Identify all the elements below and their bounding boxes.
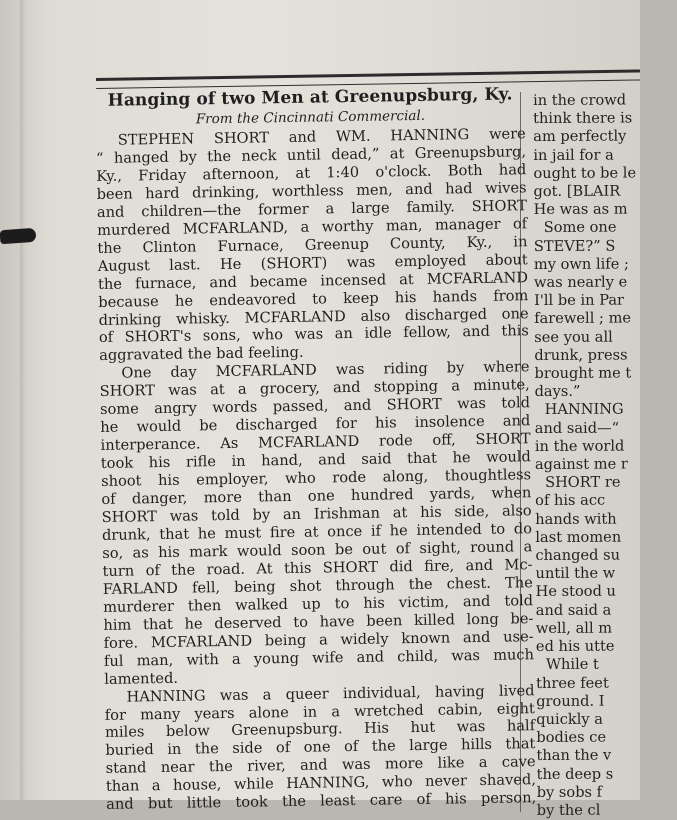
adjacent-column-line: drunk, press <box>534 346 628 364</box>
adjacent-column-line: quickly a <box>536 710 604 728</box>
article-line: buried in the side of one of the large hills that <box>105 735 536 760</box>
article-line: been hard drinking, worthless men, and had wives <box>96 179 527 203</box>
article-line: than a house, while HANNING, who never shaved, <box>105 771 537 796</box>
article-body <box>96 125 537 814</box>
adjacent-column-line: than the v <box>536 746 612 765</box>
article-line: drunk, that he must fire at once if he intended to do <box>101 520 533 544</box>
adjacent-column-line: I'll be in Par <box>534 291 625 310</box>
adjacent-column-line: ed his utte <box>535 637 615 656</box>
adjacent-column-line: He was as m <box>533 200 628 219</box>
adjacent-column-line: until the w <box>535 564 616 583</box>
adjacent-column-line: last momen <box>535 528 622 546</box>
article-line: the Clinton Furnace, Greenup County, Ky., in <box>97 232 528 257</box>
article-line: shoot his employer, who rode along, thoughtless <box>101 466 532 491</box>
page-fold-shadow <box>20 0 25 800</box>
article-line: stand near the river, and was more like a cave <box>105 753 536 778</box>
adjacent-column-line: think there is <box>533 109 633 128</box>
adjacent-column-line: in the world <box>534 437 625 455</box>
binding-mark <box>0 228 36 244</box>
article-line: of SHORT's sons, who was an idle fellow, and this <box>98 322 529 347</box>
article-line: aggravated the bad feeling. <box>99 344 304 365</box>
adjacent-column-line: by the cl <box>536 801 601 819</box>
article-line: of danger, more than one hundred yards, when <box>101 484 532 509</box>
article-line: murdered MCFARLAND, a worthy man, manager of <box>97 214 528 239</box>
article-line: and but little took the least care of his person, <box>106 789 537 814</box>
adjacent-column-line: changed su <box>535 546 621 565</box>
adjacent-column-line: was nearly e <box>533 273 628 292</box>
article-line: SHORT was told by an Irishman at his side, also <box>101 502 532 526</box>
article-line: FARLAND fell, being shot through the chest. The <box>102 574 533 598</box>
adjacent-column-line: and said a <box>535 601 612 619</box>
article-line: miles below Greenupsburg. His hut was half <box>104 717 536 742</box>
adjacent-column-line: STEVE?” S <box>533 237 616 255</box>
article-line: HANNING was a queer individual, having lived <box>126 681 535 706</box>
adjacent-column-line: HANNING <box>544 400 624 419</box>
adjacent-column-line: the deep s <box>536 765 614 783</box>
adjacent-column-line: am perfectly <box>533 127 627 146</box>
adjacent-column-line: my own life ; <box>533 255 629 273</box>
article-line: he would be discharged for his insolence and <box>100 412 531 437</box>
adjacent-column-body <box>533 91 677 820</box>
adjacent-column-line: While t <box>545 655 599 674</box>
article-headline: Hanging of two Men at Greenupsburg, Ky. <box>107 84 513 111</box>
article-line: so, as his mark would soon be out of sight, round a <box>102 538 533 562</box>
adjacent-column-line: brought me t <box>534 364 632 383</box>
adjacent-column-line: three feet <box>536 674 609 692</box>
adjacent-column-line: ought to be le <box>533 164 637 182</box>
article-line: for many years alone in a wretched cabin, eight <box>104 699 535 724</box>
adjacent-column-line: see you all <box>534 328 613 346</box>
article-line: One day MCFARLAND was riding by where <box>121 358 530 383</box>
adjacent-column-line: of his acc <box>535 492 606 510</box>
article-line: turn of the road. At this SHORT did fire, and Mc- <box>102 556 533 580</box>
adjacent-column-line: ground. I <box>536 692 605 710</box>
adjacent-column-line: and said—“ <box>534 419 620 437</box>
article-column <box>95 83 537 814</box>
article-line: interperance. As MCFARLAND rode off, SHORT <box>100 430 531 455</box>
article-line: drinking whisky. MCFARLAND also discharged one <box>98 304 529 329</box>
article-line: fore. MCFARLAND being a widely known and use- <box>103 627 534 652</box>
adjacent-column-line: He stood u <box>535 583 616 601</box>
adjacent-column-line: hands with <box>535 510 617 528</box>
adjacent-column-line: in jail for a <box>533 146 614 164</box>
adjacent-column-line: bodies ce <box>536 728 607 747</box>
adjacent-column-line: Some one <box>543 218 617 237</box>
article-source: From the Cincinnati Commercial. <box>195 107 426 128</box>
adjacent-column-line: by sobs f <box>536 783 603 801</box>
adjacent-column-line: in the crowd <box>533 91 627 109</box>
article-line: because he endeavored to keep his hands from <box>98 286 529 311</box>
article-line: him that he deserved to have been killed long be- <box>103 609 534 634</box>
article-line: some angry words passed, and SHORT was told <box>99 394 531 419</box>
article-line: August last. He (SHORT) was employed about <box>97 250 528 275</box>
adjacent-column-line: got. [BLAIR <box>533 182 621 201</box>
article-line: lamented. <box>104 669 179 688</box>
adjacent-column <box>533 91 677 819</box>
article-line: STEPHEN SHORT and WM. HANNING were <box>117 125 526 149</box>
adjacent-column-line: SHORT re <box>545 473 621 492</box>
article-line: the furnace, and became incensed at MCFARLAND <box>97 268 529 293</box>
adjacent-column-line: farewell ; me <box>534 309 632 328</box>
article-line: took his rifle in hand, and said that he would <box>100 448 531 473</box>
article-line: ful man, with a young wife and child, was much <box>103 645 535 670</box>
adjacent-column-line: against me r <box>534 455 628 474</box>
adjacent-column-line: well, all m <box>535 619 613 637</box>
article-line: murderer then walked up to his victim, and told <box>102 591 534 616</box>
article-line: and children—the former a large family. SHORT <box>96 197 528 221</box>
article-line: Ky., Friday afternoon, at 1:40 o'clock. Both had <box>96 161 527 185</box>
article-line: “ hanged by the neck until dead,” at Greenupsburg, <box>95 143 527 167</box>
article-line: SHORT was at a grocery, and stopping a minute, <box>99 376 530 401</box>
adjacent-column-line: days.” <box>534 383 581 401</box>
